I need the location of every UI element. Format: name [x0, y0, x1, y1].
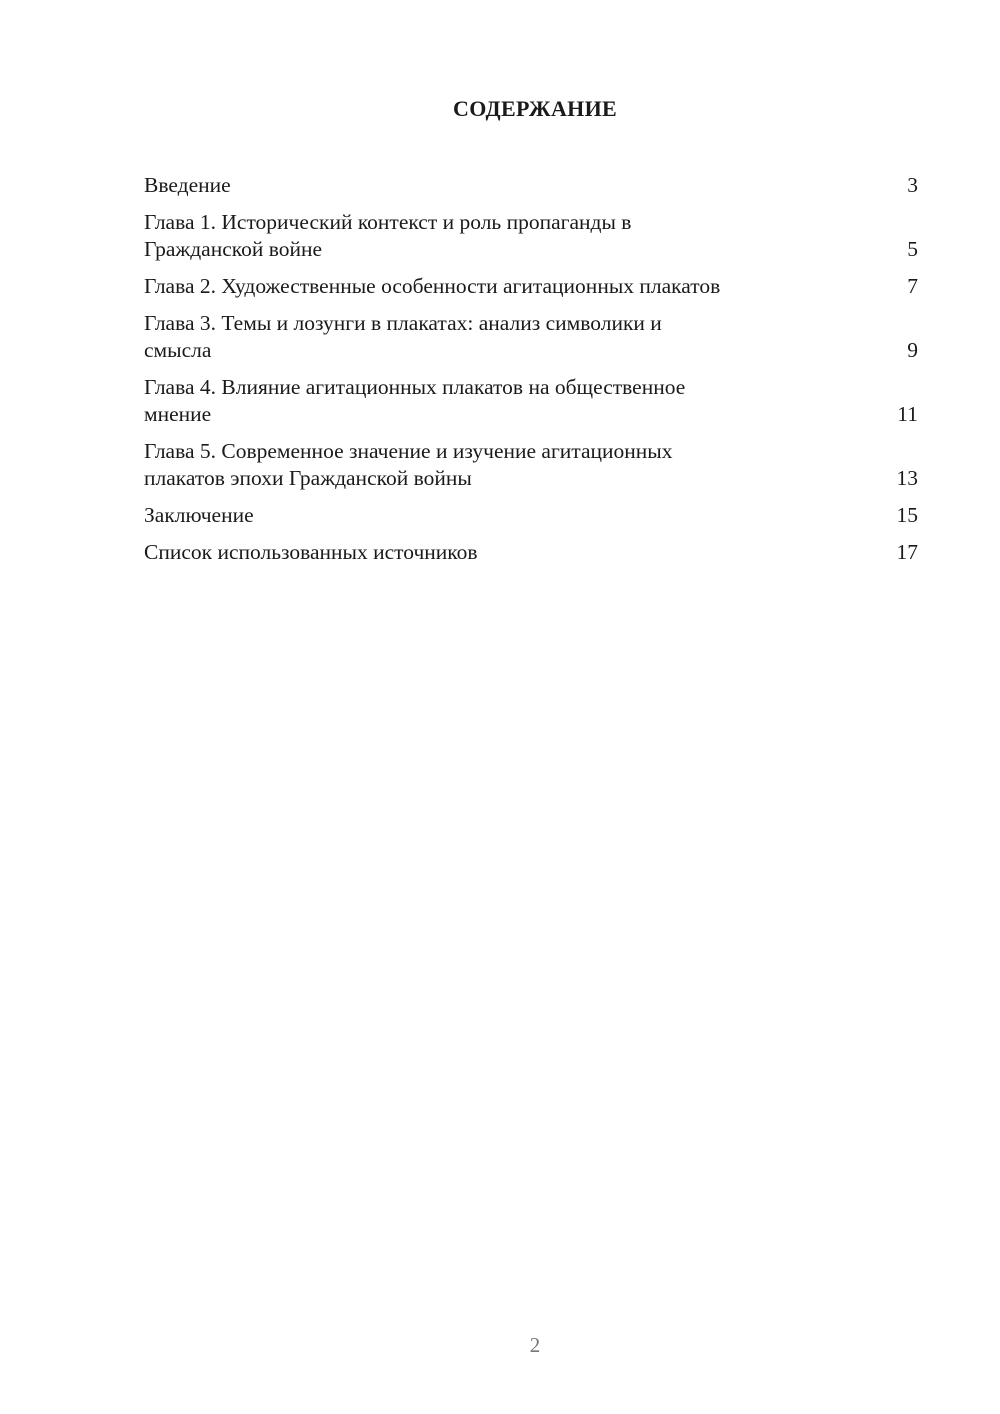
toc-entry-text — [144, 374, 685, 428]
toc-entry-text — [144, 438, 672, 492]
toc-page-number: 13 — [896, 466, 918, 490]
toc-entry-line: Список использованных источников — [144, 540, 478, 564]
toc-entry-line: смысла — [144, 338, 212, 362]
toc-entry-text — [144, 273, 720, 300]
toc-entry-text — [144, 502, 254, 529]
toc-entry-chapter-3 — [144, 310, 918, 364]
toc-entry-line: Введение — [144, 173, 231, 197]
toc-entry-chapter-1 — [144, 209, 918, 263]
toc-entry-line: Глава 4. Влияние агитационных плакатов на общественное — [144, 375, 686, 399]
toc-page-number: 7 — [907, 274, 918, 298]
toc-entry-chapter-4 — [144, 374, 918, 428]
table-of-contents — [144, 172, 918, 576]
toc-page-number: 15 — [896, 503, 918, 527]
toc-entry-line: Глава 3. Темы и лозунги в плакатах: анализ символики и — [144, 311, 662, 335]
toc-page-number: 9 — [907, 338, 918, 362]
toc-entry-text — [144, 539, 478, 566]
toc-entry-text — [144, 310, 662, 364]
toc-page-number: 17 — [896, 540, 918, 564]
toc-entry-conclusion — [144, 502, 918, 529]
toc-entry-introduction — [144, 172, 918, 199]
toc-entry-line: плакатов эпохи Гражданской войны — [144, 466, 472, 490]
toc-entry-text — [144, 209, 631, 263]
toc-entry-line: Заключение — [144, 503, 254, 527]
toc-entry-line: Глава 1. Исторический контекст и роль пропаганды в — [144, 210, 632, 234]
toc-entry-line: мнение — [144, 402, 212, 426]
toc-entry-line: Глава 2. Художественные особенности агитационных плакатов — [144, 274, 721, 298]
toc-page-number: 5 — [907, 237, 918, 261]
toc-page-number: 11 — [897, 402, 918, 426]
toc-entry-text — [144, 172, 231, 199]
page-title: СОДЕРЖАНИЕ — [453, 96, 617, 121]
toc-entry-line: Глава 5. Современное значение и изучение агитационных — [144, 439, 673, 463]
toc-page-number: 3 — [907, 173, 918, 197]
toc-entry-chapter-2 — [144, 273, 918, 300]
page-number: 2 — [529, 1333, 541, 1357]
toc-entry-line: Гражданской войне — [144, 237, 323, 261]
toc-entry-chapter-5 — [144, 438, 918, 492]
toc-entry-references — [144, 539, 918, 566]
